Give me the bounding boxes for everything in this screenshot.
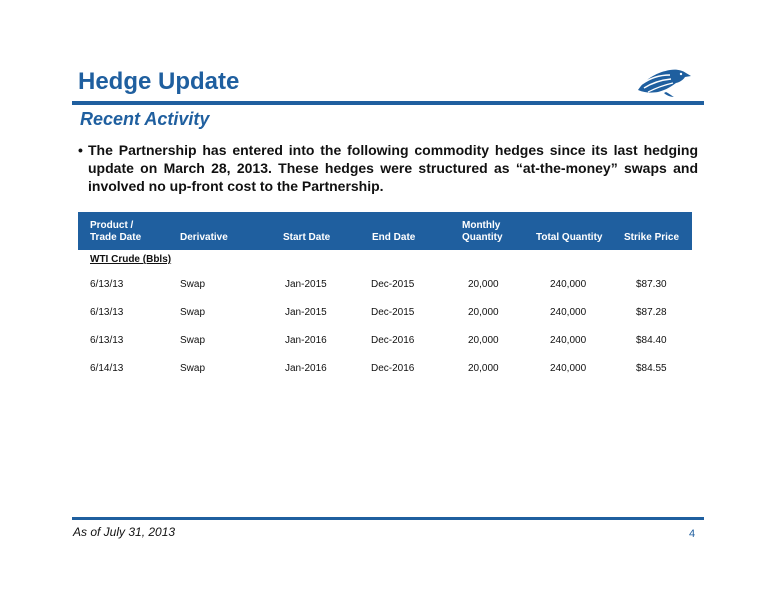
group-label: WTI Crude (Bbls) <box>90 254 172 265</box>
cell-start-date: Jan-2016 <box>285 363 327 374</box>
header-product <box>90 220 141 244</box>
header-total-quantity: Total Quantity <box>536 232 603 243</box>
table-row <box>78 362 692 378</box>
page-title: Hedge Update <box>78 68 240 95</box>
cell-end-date: Dec-2016 <box>371 335 415 346</box>
header-monthly-line2: Quantity <box>462 232 503 243</box>
header-product-line2: Trade Date <box>90 232 142 243</box>
cell-trade-date: 6/13/13 <box>90 307 124 318</box>
section-subtitle: Recent Activity <box>80 109 210 129</box>
cell-total-quantity: 240,000 <box>550 363 587 374</box>
cell-derivative: Swap <box>180 335 206 346</box>
footer-divider <box>72 517 704 520</box>
table-row <box>78 334 692 350</box>
header-derivative: Derivative <box>180 232 228 243</box>
cell-end-date: Dec-2015 <box>371 279 415 290</box>
header-end-date: End Date <box>372 232 416 243</box>
page-number: 4 <box>689 528 696 540</box>
cell-trade-date: 6/13/13 <box>90 335 124 346</box>
header-monthly-line1: Monthly <box>462 220 501 231</box>
cell-total-quantity: 240,000 <box>550 335 587 346</box>
header-start-date: Start Date <box>283 232 331 243</box>
cell-strike-price: $87.28 <box>636 307 667 318</box>
cell-start-date: Jan-2016 <box>285 335 327 346</box>
bullet-text: The Partnership has entered into the following commodity hedges since its last hedging update on March 28, 2013. These hedges were structured as “at-the-money” swaps and involved no up-front cost to the Partnership. <box>88 142 698 194</box>
cell-derivative: Swap <box>180 363 206 374</box>
cell-monthly-quantity: 20,000 <box>468 363 499 374</box>
as-of-date: As of July 31, 2013 <box>73 525 176 539</box>
cell-start-date: Jan-2015 <box>285 279 327 290</box>
cell-trade-date: 6/14/13 <box>90 363 124 374</box>
bullet-marker: • <box>78 142 83 158</box>
cell-derivative: Swap <box>180 279 206 290</box>
table-header <box>78 212 692 250</box>
cell-strike-price: $87.30 <box>636 279 667 290</box>
cell-strike-price: $84.40 <box>636 335 667 346</box>
cell-end-date: Dec-2016 <box>371 363 415 374</box>
header-product-line1: Product / <box>90 220 134 231</box>
table-row <box>78 278 692 294</box>
header-strike-price: Strike Price <box>624 232 680 243</box>
table-row <box>78 306 692 322</box>
cell-monthly-quantity: 20,000 <box>468 335 499 346</box>
cell-trade-date: 6/13/13 <box>90 279 124 290</box>
cell-monthly-quantity: 20,000 <box>468 279 499 290</box>
cell-monthly-quantity: 20,000 <box>468 307 499 318</box>
cell-total-quantity: 240,000 <box>550 307 587 318</box>
cell-strike-price: $84.55 <box>636 363 667 374</box>
cell-derivative: Swap <box>180 307 206 318</box>
title-divider <box>72 101 704 105</box>
cell-end-date: Dec-2015 <box>371 307 415 318</box>
eagle-icon <box>636 64 692 98</box>
header-monthly-quantity <box>462 220 503 244</box>
cell-total-quantity: 240,000 <box>550 279 587 290</box>
cell-start-date: Jan-2015 <box>285 307 327 318</box>
bullet-point <box>78 141 698 195</box>
